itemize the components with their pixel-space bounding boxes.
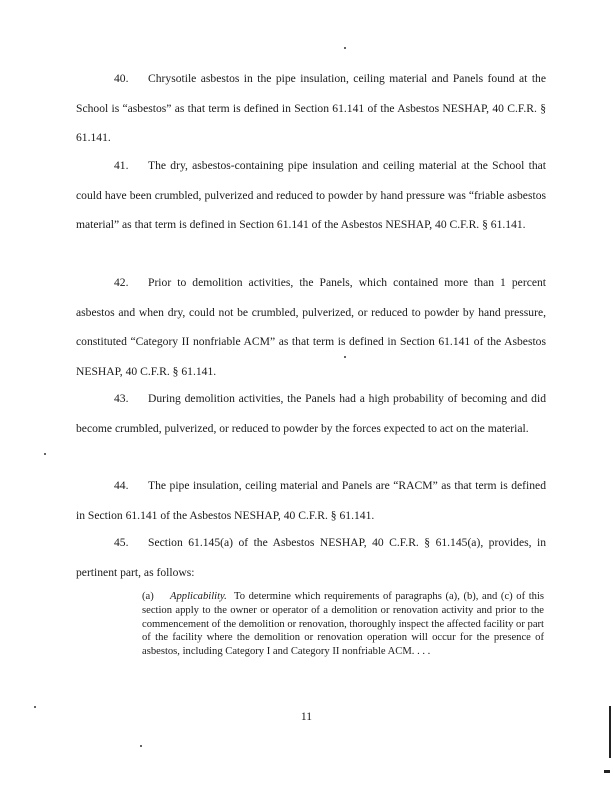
paragraph-number: 41. — [114, 159, 129, 172]
paragraph-text: Prior to demolition activities, the Panels, which contained more than 1 percent asbestos and when dry, could not be crumbled, pulverized, or reduced to powder by hand pressure, constituted “Category II nonfriable ACM” as that term is defined in Section 61.141 of the Asbestos NESHAP, 40 C.F.R. § 61.141. — [76, 276, 546, 378]
paragraph-43 — [76, 384, 546, 443]
paragraph-number: 44. — [114, 479, 129, 492]
paragraph-45 — [76, 528, 546, 587]
scan-speck — [34, 706, 36, 708]
scan-speck — [344, 47, 346, 49]
block-quote — [142, 590, 544, 659]
paragraph-42 — [76, 268, 546, 386]
quote-heading: Applicability. — [170, 591, 227, 602]
quote-label: (a) — [142, 591, 154, 602]
paragraph-41 — [76, 151, 546, 240]
paragraph-44 — [76, 471, 546, 530]
page-number: 11 — [300, 710, 313, 723]
paragraph-text: Chrysotile asbestos in the pipe insulation, ceiling material and Panels found at the School is “asbestos” as that term is defined in Section 61.141 of the Asbestos NESHAP, 40 C.F.R. § 61.141. — [76, 72, 546, 144]
paragraph-text: The pipe insulation, ceiling material and Panels are “RACM” as that term is defined in Section 61.141 of the Asbestos NESHAP, 40 C.F.R. § 61.141. — [76, 479, 546, 522]
paragraph-number: 43. — [114, 392, 129, 405]
scan-speck — [344, 356, 346, 358]
paragraph-number: 45. — [114, 536, 129, 549]
scan-speck — [44, 453, 46, 455]
scan-edge-mark — [604, 770, 610, 773]
scan-speck — [140, 745, 142, 747]
paragraph-text: Section 61.145(a) of the Asbestos NESHAP, 40 C.F.R. § 61.145(a), provides, in pertinent part, as follows: — [76, 536, 546, 579]
paragraph-number: 42. — [114, 276, 129, 289]
scan-edge-mark — [609, 706, 611, 758]
paragraph-text: During demolition activities, the Panels had a high probability of becoming and did become crumbled, pulverized, or reduced to powder by the forces expected to act on the material. — [76, 392, 546, 435]
quote-text: To determine which requirements of paragraphs (a), (b), and (c) of this section apply to the owner or operator of a demolition or renovation activity and prior to the commencement of the demolition or renovation, thoroughly inspect the affected facility or part of the facility where the demolition or renovation operation will occur for the presence of asbestos, including Category I and Category II nonfriable ACM. . . . — [142, 591, 545, 658]
paragraph-number: 40. — [114, 72, 129, 85]
paragraph-40 — [76, 64, 546, 153]
paragraph-text: The dry, asbestos-containing pipe insulation and ceiling material at the School that could have been crumbled, pulverized and reduced to powder by hand pressure was “friable asbestos material” as that term is defined in Section 61.141 of the Asbestos NESHAP, 40 C.F.R. § 61.141. — [76, 159, 546, 231]
